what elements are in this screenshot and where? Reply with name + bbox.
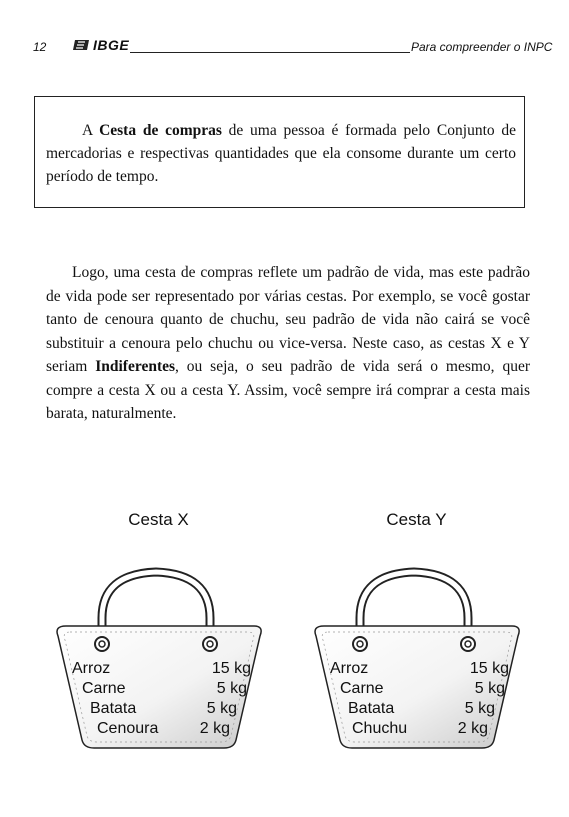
definition-post: de uma pessoa é formada pelo Conjunto de mercadorias e respectivas quantidades que ela consome durante um certo período de tempo. [46,122,516,185]
definition-term: Cesta de compras [99,122,222,139]
list-item [52,659,265,678]
item-qty: 15 kg [469,660,509,677]
paragraph-pre: Logo, uma cesta de compras reflete um padrão de vida, mas este padrão de vida pode ser representado por várias cestas. Por exemplo, se você gostar tanto de cenoura quanto de chuchu, seu padrão de vida não cairá se você substituir a cenoura pelo chuchu ou vice-versa. Neste caso, as cestas X e Y seriam [46,264,530,375]
logo-text: IBGE [93,37,130,53]
paragraph-post: , ou seja, o seu padrão de vida será o mesmo, quer compre a cesta X ou a cesta Y. Assim, você sempre irá comprar a cesta mais barata, naturalmente. [46,358,530,422]
list-item [310,699,523,718]
body-paragraph [46,261,530,426]
item-qty: 5 kg [216,680,247,697]
list-item [52,679,265,698]
list-item [310,679,523,698]
ibge-logo-icon [73,39,91,51]
item-name: Carne [340,680,384,697]
item-name: Carne [82,680,126,697]
ibge-logo [73,37,129,53]
item-qty: 2 kg [199,720,230,737]
definition-text [46,119,516,188]
list-item [52,699,265,718]
paragraph-term: Indiferentes [95,358,176,375]
item-qty: 5 kg [206,700,237,717]
definition-box [34,96,525,208]
list-item [52,719,265,738]
item-name: Chuchu [352,720,408,737]
item-qty: 5 kg [474,680,505,697]
item-qty: 5 kg [464,700,495,717]
item-qty: 2 kg [457,720,488,737]
page-header [0,36,569,58]
list-item [310,719,523,738]
item-name: Cenoura [97,720,159,737]
definition-pre: A [82,122,100,139]
page-number: 12 [33,40,47,54]
basket-y-title: Cesta Y [386,510,447,529]
item-qty: 15 kg [211,660,251,677]
header-title: Para compreender o INPC [411,40,553,54]
basket-x-title: Cesta X [128,510,189,529]
header-rule [130,52,410,53]
list-item [310,659,523,678]
item-name: Arroz [330,660,369,677]
item-name: Batata [348,700,395,717]
item-name: Arroz [72,660,111,677]
item-name: Batata [90,700,137,717]
